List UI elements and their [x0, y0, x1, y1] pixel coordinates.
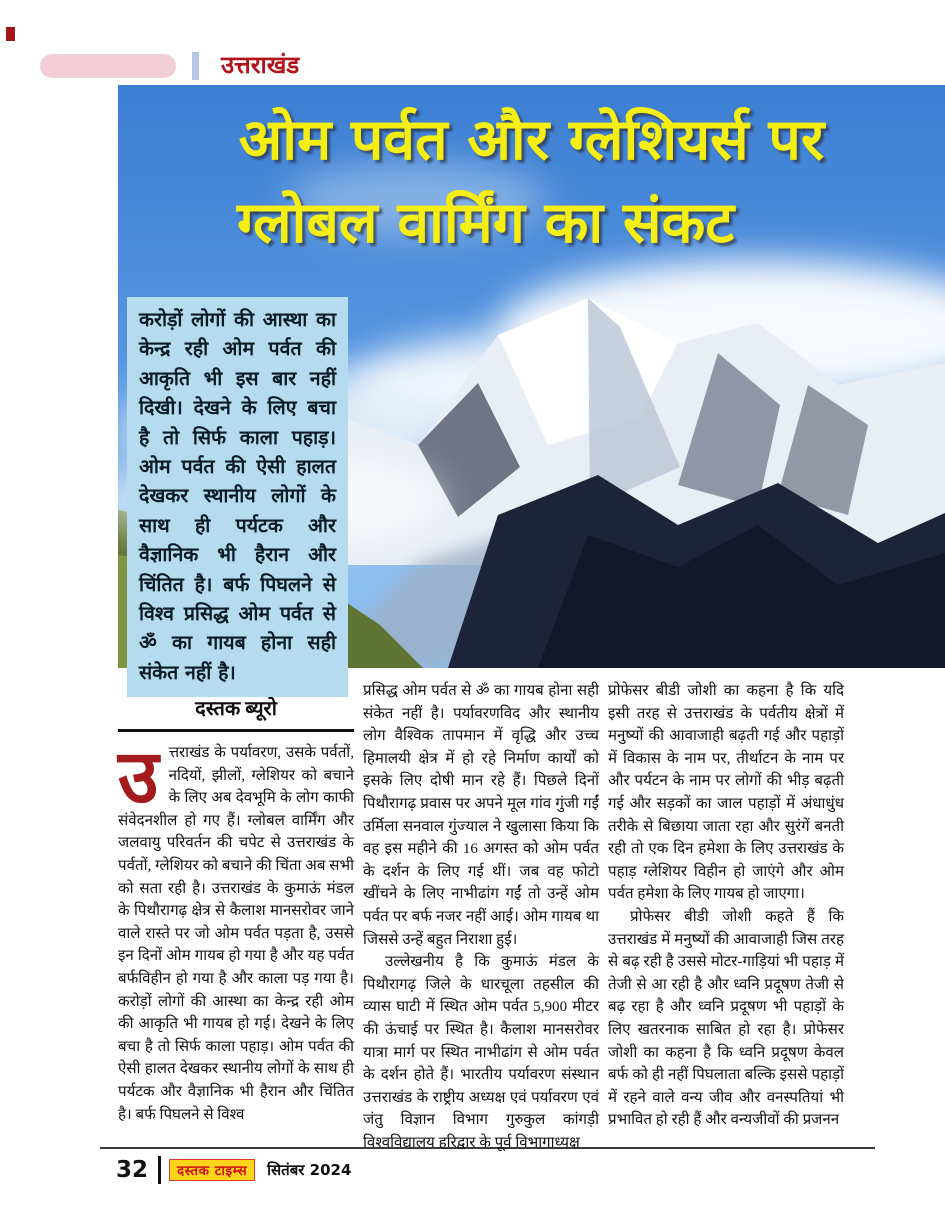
- headline-line-2: ग्लोबल वार्मिंग का संकट: [236, 190, 735, 256]
- byline: दस्तक ब्यूरो: [118, 680, 354, 732]
- footer-divider-bar: [158, 1156, 161, 1184]
- section-label: उत्तराखंड: [221, 51, 300, 79]
- magazine-logo: दस्तक टाइम्स: [169, 1159, 255, 1181]
- hero-photo-block: [118, 85, 945, 684]
- paragraph: प्रोफेसर बीडी जोशी कहते हैं कि उत्तराखंड में मनुष्यों की आवाजाही जिस तरह से बढ़ रही है उससे मोटर-गाड़ियां भी पहाड़ में तेजी से आ रही है और ध्वनि प्रदूषण तेजी से बढ़ रहा है और ध्वनि प्रदूषण भी पहाड़ों के लिए खतरनाक साबित हो रहा है। प्रोफेसर जोशी का कहना है कि ध्वनि प्रदूषण केवल बर्फ को ही नहीं पिघलाता बल्कि इससे पहाड़ों में रहने वाले वन्य जीव और वनस्पतियां भी प्रभावित हो रही हैं और वन्यजीवों की प्रजनन: [608, 908, 844, 1129]
- header-divider-bar: [192, 52, 199, 80]
- article-body: [118, 680, 845, 1154]
- dropcap: उ: [118, 734, 159, 820]
- article-column-3: [608, 680, 844, 1154]
- paragraph: [118, 734, 354, 1126]
- article-column-1: [118, 680, 354, 1154]
- paragraph-text: त्तराखंड के पर्यावरण, उसके पर्वतों, नदियों, झीलों, ग्लेशियर को बचाने के लिए अब देवभूमि के लोग काफी संवेदनशील हो गए हैं। ग्लोबल वार्मिंग और जलवायु परिवर्तन की चपेट से उत्तराखंड के पर्वतों, ग्लेशियर को बचाने की चिंता अब सभी को सता रही है। उत्तराखंड के कुमाऊं मंडल के पिथौरागढ़ क्षेत्र से कैलाश मानसरोवर जाने वाले रास्ते पर जो ओम पर्वत पड़ता है, उससे इन दिनों ओम गायब हो गया है और यह पर्वत बर्फविहीन हो गया है और काला पड़ गया है। करोड़ों लोगों की आस्था का केन्द्र रही ओम की आकृति भी गायब हो गई। देखने के लिए बचा है तो सिर्फ काला पहाड़। ओम पर्वत की ऐसी हालत देखकर स्थानीय लोगों के साथ ही पर्यटक और वैज्ञानिक भी हैरान और चिंतित है। बर्फ पिघलने से विश्व: [118, 745, 354, 1123]
- page-number: 32: [116, 1157, 149, 1183]
- paragraph: उल्लेखनीय है कि कुमाऊं मंडल के पिथौरागढ़ जिले के धारचूला तहसील की व्यास घाटी में स्थित ओम पर्वत 5,900 मीटर की ऊंचाई पर स्थित है। कैलाश मानसरोवर यात्रा मार्ग पर स्थित नाभीढांग से ओम पर्वत के दर्शन होते हैं। भारतीय पर्यावरण संस्थान उत्तराखंड के राष्ट्रीय अध्यक्ष एवं पर्यावरण एवं जंतु विज्ञान विभाग गुरुकुल कांगड़ी विश्वविद्यालय हरिद्वार के पूर्व विभागाध्यक्ष: [363, 954, 599, 1151]
- header-pill-placeholder: [40, 54, 176, 78]
- article-column-2: [363, 680, 599, 1154]
- paragraph: प्रोफेसर बीडी जोशी का कहना है कि यदि इसी तरह से उत्तराखंड के पर्वतीय क्षेत्रों में मनुष्यों की आवाजाही बढ़ती गई और पहाड़ों में विकास के नाम पर, तीर्थाटन के नाम पर और पर्यटन के नाम पर लोगों की भीड़ बढ़ती गई और सड़कों का जाल पहाड़ों में अंधाधुंध तरीके से बिछाया जाता रहा और सुरंगें बनती रही तो एक दिन हमेशा के लिए उत्तराखंड के पहाड़ ग्लेशियर विहीन हो जाएंगे और ओम पर्वत हमेशा के लिए गायब हो जाएगा।: [608, 683, 844, 903]
- issue-date: सितंबर 2024: [267, 1161, 352, 1179]
- summary-box: करोड़ों लोगों की आस्था का केन्द्र रही ओम पर्वत की आकृति भी इस बार नहीं दिखी। देखने के लिए बचा है तो सिर्फ काला पहाड़। ओम पर्वत की ऐसी हालत देखकर स्थानीय लोगों के साथ ही पर्यटक और वैज्ञानिक भी हैरान और चिंतित है। बर्फ पिघलने से विश्व प्रसिद्ध ओम पर्वत से ॐ का गायब होना सही संकेत नहीं है।: [127, 297, 348, 697]
- page-corner-mark: [6, 27, 15, 41]
- paragraph: प्रसिद्ध ओम पर्वत से ॐ का गायब होना सही संकेत नहीं है। पर्यावरणविद और स्थानीय लोग वैश्विक तापमान में वृद्धि और उच्च हिमालयी क्षेत्र में हो रहे निर्माण कार्यों को इसके लिए दोषी मान रहे हैं। पिछले दिनों पिथौरागढ़ प्रवास पर अपने मूल गांव गुंजी गईं उर्मिला सनवाल गुंज्याल ने खुलासा किया कि वह इस महीने की 16 अगस्त को ओम पर्वत के दर्शन के लिए गई थीं। जब वह फोटो खींचने के लिए नाभीढांग गईं तो उन्हें ओम पर्वत पर बर्फ नजर नहीं आई। ओम गायब था जिससे उन्हें बहुत निराशा हुई।: [363, 683, 599, 948]
- article-headline: [118, 99, 945, 265]
- headline-line-1: ओम पर्वत और ग्लेशियर्स पर: [238, 107, 825, 173]
